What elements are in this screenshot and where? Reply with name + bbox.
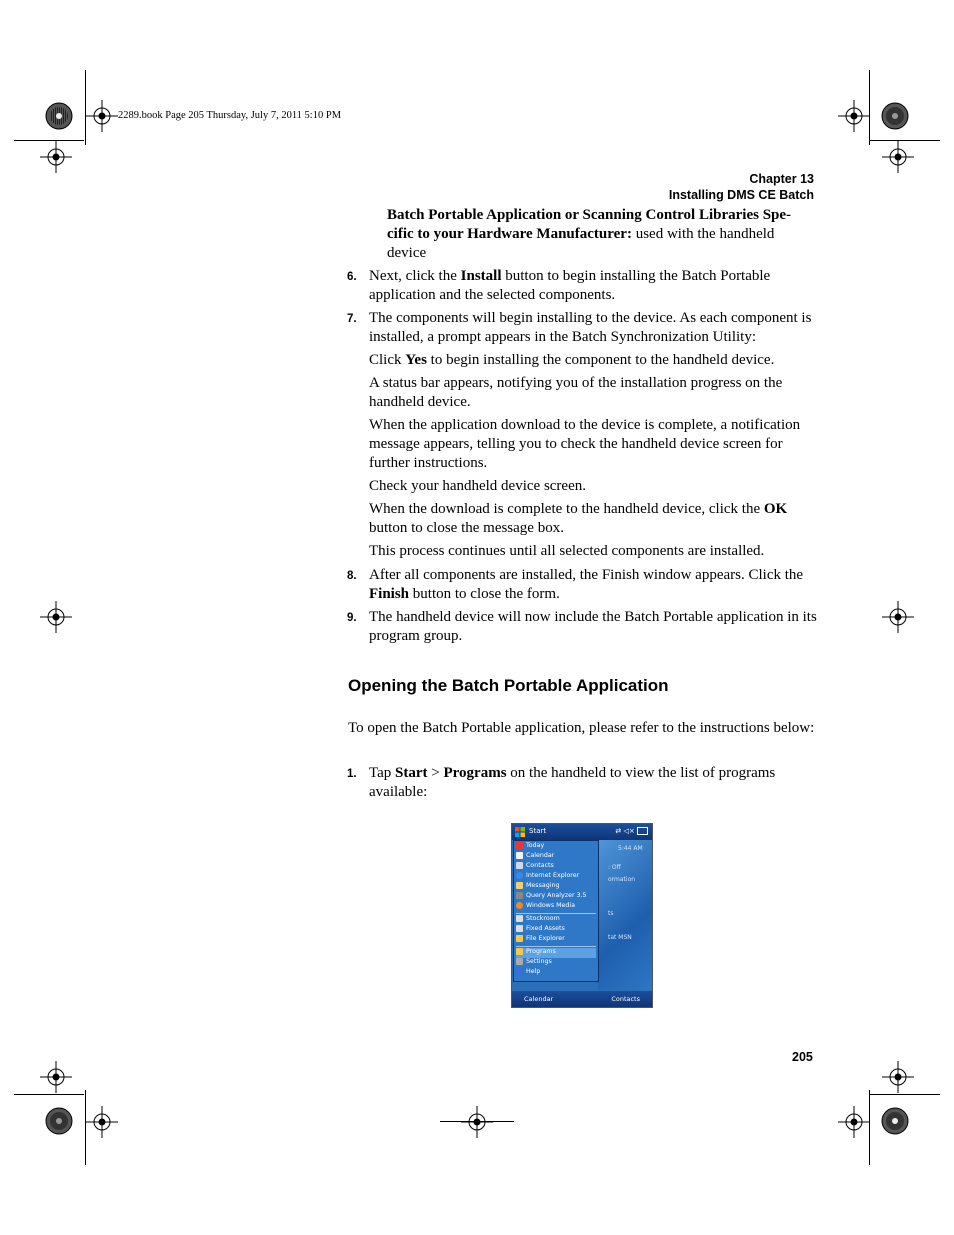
softkey-left[interactable]: Calendar (524, 995, 554, 1003)
menu-item-stockroom[interactable]: Stockroom (516, 915, 596, 925)
windows-flag-icon (515, 827, 525, 837)
registration-mark-icon (40, 1061, 72, 1093)
menu-item-query-analyzer[interactable]: Query Analyzer 3.5 (516, 892, 596, 902)
registration-mark-icon (882, 601, 914, 633)
menu-item-help[interactable]: Help (516, 968, 596, 978)
start-label: Start (529, 827, 547, 835)
file-slug: 2289.book Page 205 Thursday, July 7, 2011 5:10 PM (118, 110, 342, 121)
step-text: After all components are installed, the Finish window appears. Click the Finish button to close the form. (369, 567, 804, 602)
page-number: 205 (792, 1050, 813, 1064)
registration-mark-icon (882, 1061, 914, 1093)
registration-mark-icon (40, 141, 72, 173)
today-item: ormation (608, 876, 636, 883)
registration-mark-icon (40, 601, 72, 633)
menu-item-contacts[interactable]: Contacts (516, 862, 596, 872)
step-text: Tap Start > Programs on the handheld to view the list of programs available: (369, 765, 776, 800)
registration-mark-icon (882, 141, 914, 173)
color-dial-icon (881, 1107, 909, 1135)
menu-item-file-explorer[interactable]: File Explorer (516, 935, 596, 945)
today-item: ts (608, 910, 614, 917)
crop-line (870, 1094, 940, 1095)
menu-item-internet-explorer[interactable]: Internet Explorer (516, 872, 596, 882)
handheld-screenshot (511, 823, 653, 1008)
registration-mark-icon (838, 100, 870, 132)
time-label: 5:44 AM (618, 845, 643, 852)
menu-item-windows-media[interactable]: Windows Media (516, 902, 596, 912)
soft-key-bar (512, 991, 652, 1007)
menu-item-settings[interactable]: Settings (516, 958, 596, 968)
color-dial-icon (881, 102, 909, 130)
step-text: The components will begin installing to the device. As each component is installed, a prompt appears in the Batch Synchronization Utility: Click Yes to begin installing the component to the handheld device. A status bar appears, notifying you of the installation progress on the handheld device. When the application download to the device is complete, a notification message appears, telling you to check the handheld device screen for further instructions. Check your handheld device screen. When the download is complete to the handheld device, click the OK button to close the message box. This process continues until all selected components are installed. (369, 310, 812, 559)
menu-item-messaging[interactable]: Messaging (516, 882, 596, 892)
step-text: Next, click the Install button to begin installing the Batch Portable application and the selected components. (369, 268, 771, 303)
registration-mark-icon (86, 100, 118, 132)
menu-item-fixed-assets[interactable]: Fixed Assets (516, 925, 596, 935)
step-number: 9. (347, 612, 357, 624)
registration-mark-icon (86, 1106, 118, 1138)
today-item: tat MSN (608, 934, 632, 941)
today-item: : Off (608, 864, 621, 871)
component-name: Batch Portable Application or Scanning Control Libraries Spe-cific to your Hardware Manufacturer: (387, 207, 792, 242)
registration-mark-icon (461, 1106, 493, 1138)
color-dial-icon (45, 102, 73, 130)
step-number: 8. (347, 570, 357, 582)
menu-item-programs[interactable]: Programs (516, 948, 596, 958)
status-icons: ⇄ ◁× (615, 827, 648, 835)
intro-paragraph: To open the Batch Portable application, please refer to the instructions below: (348, 720, 815, 736)
step-text: The handheld device will now include the Batch Portable application in its program group. (369, 609, 817, 644)
color-dial-icon (45, 1107, 73, 1135)
registration-mark-icon (838, 1106, 870, 1138)
menu-separator (516, 946, 596, 947)
step-number: 6. (347, 271, 357, 283)
section-heading: Opening the Batch Portable Application (348, 676, 669, 695)
menu-separator (516, 913, 596, 914)
crop-line (440, 1121, 514, 1122)
running-header-chapter: Chapter 13 (749, 172, 814, 186)
continuation-paragraph (387, 206, 817, 263)
menu-item-today[interactable]: Today (516, 842, 596, 852)
step-number: 1. (347, 768, 357, 780)
step-number: 7. (347, 313, 357, 325)
crop-line (14, 1094, 84, 1095)
softkey-right[interactable]: Contacts (611, 995, 640, 1003)
today-background (598, 840, 652, 990)
menu-item-calendar[interactable]: Calendar (516, 852, 596, 862)
start-menu (513, 840, 599, 982)
title-bar (512, 824, 652, 840)
running-header-section: Installing DMS CE Batch (668, 188, 814, 202)
component-description: used with the handheld device (387, 226, 775, 261)
